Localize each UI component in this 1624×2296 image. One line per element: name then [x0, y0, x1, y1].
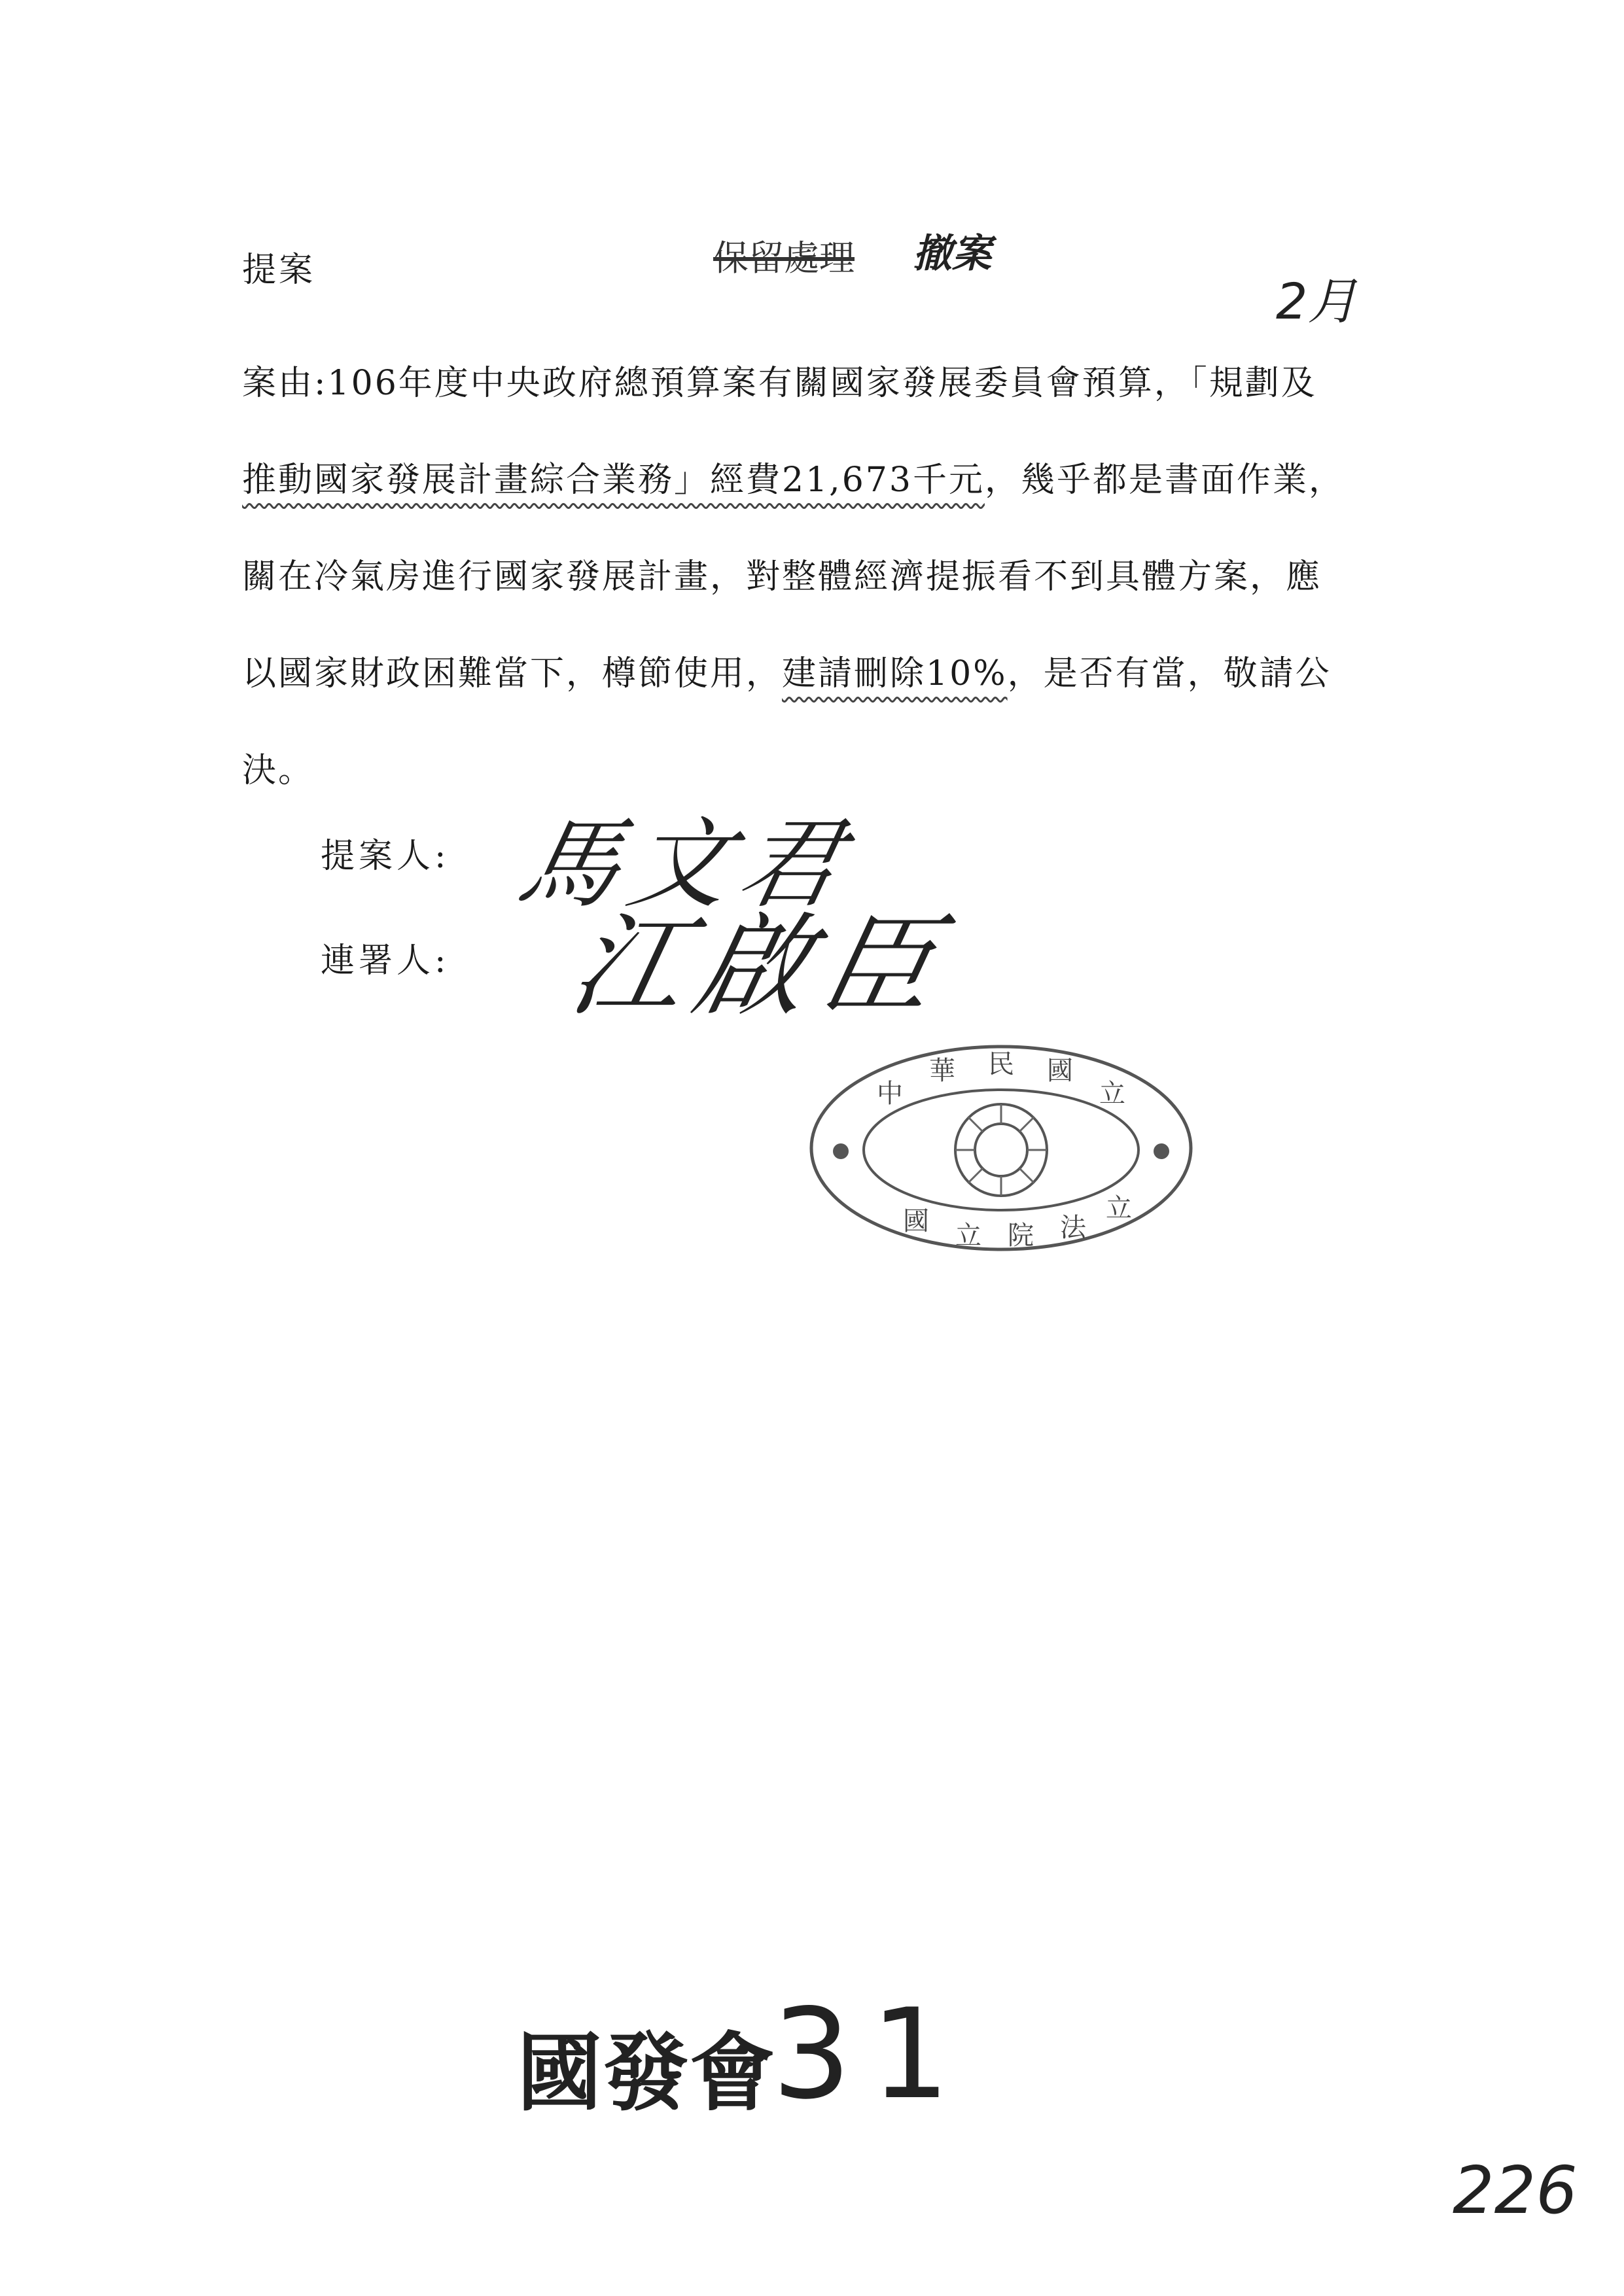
seal-bottom-char-2: 立 — [955, 1221, 981, 1251]
body-line-4 — [242, 625, 1394, 722]
seal-top-char-4: 國 — [1047, 1056, 1073, 1086]
plum-blossom-left-icon — [833, 1143, 849, 1159]
seal-top-char-3: 民 — [988, 1049, 1014, 1079]
body-line-4-tail: ，是否有當，敬請公 — [1007, 654, 1332, 693]
proposer-signature: 馬文君 — [509, 808, 864, 922]
cosigner-label: 連署人: — [321, 941, 450, 981]
body-line-4-head: 以國家財政困難當下，樽節使用， — [242, 654, 783, 693]
page-number: 226 — [1453, 2152, 1578, 2229]
document-heading: 提案 — [242, 251, 316, 290]
seal-bottom-char-4: 法 — [1060, 1213, 1086, 1243]
legislative-seal — [805, 1040, 1197, 1256]
handwritten-decision: 撤案 — [913, 231, 991, 277]
seal-top-char-1: 中 — [877, 1079, 903, 1109]
proposal-body — [242, 335, 1394, 819]
body-line-5: 決。 — [242, 751, 315, 790]
seal-bottom-char-5: 立 — [1106, 1193, 1132, 1223]
body-line-2 — [242, 432, 1394, 529]
underlined-budget: 推動國家發展計畫綜合業務」經費21,673千元 — [242, 461, 985, 500]
struck-through-text: 保留處理 — [713, 237, 855, 279]
body-line-3: 關在冷氣房進行國家發展計畫，對整體經濟提振看不到具體方案，應 — [242, 557, 1322, 597]
seal-bottom-char-1: 國 — [903, 1206, 929, 1236]
body-line-2-tail: ，幾乎都是書面作業， — [984, 461, 1345, 500]
handwritten-date: 2月 — [1276, 272, 1358, 330]
underlined-cut-request: 建請刪除10% — [782, 654, 1008, 693]
cosigner-signature: 江啟臣 — [559, 902, 961, 1032]
sun-emblem-icon — [955, 1104, 1047, 1196]
seal-top-char-2: 華 — [929, 1056, 955, 1086]
proposer-label: 提案人: — [321, 837, 450, 876]
seal-bottom-char-3: 院 — [1008, 1221, 1034, 1251]
agency-stamp: 國發會 — [517, 2023, 777, 2123]
plum-blossom-right-icon — [1154, 1143, 1169, 1159]
proposal-number: 31 — [772, 1982, 970, 2127]
body-line-1: 案由:106年度中央政府總預算案有關國家發展委員會預算，「規劃及 — [242, 364, 1317, 403]
seal-top-char-5: 立 — [1099, 1079, 1125, 1109]
